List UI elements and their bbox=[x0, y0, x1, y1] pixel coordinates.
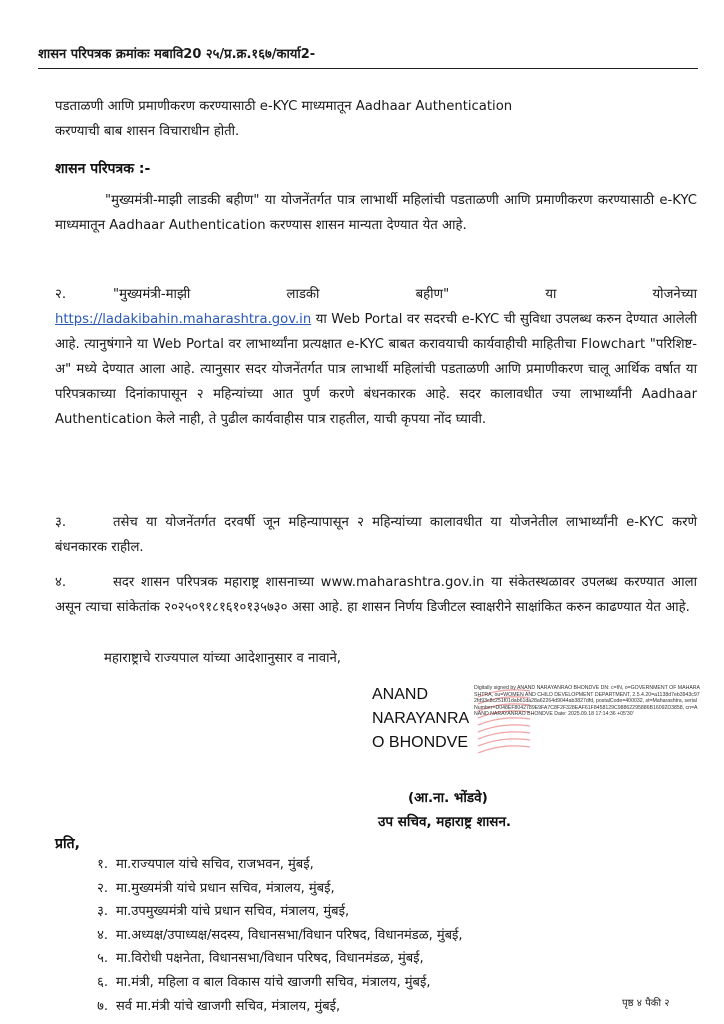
officer-designation: उप सचिव, महाराष्ट्र शासन. bbox=[378, 814, 512, 830]
paragraph-4 bbox=[55, 570, 697, 620]
paragraph-2-text: या Web Portal वर सदरची e-KYC ची सुविधा उपलब्ध करुन देण्यात आलेली आहे. त्यानुषंगाने या Web Portal वर लाभार्थ्यांना प्रत्यक्षात e-KYC बाबत करावयाची कार्यवाहीची माहितीचा Flowchart "परिशिष्ट- अ" मध्ये देण्यात आला आहे. त्यानुसार सदर योजनेंतर्गत पात्र लाभार्थी महिलांची पडताळणी आणि प्रमाणीकरण चालू आर्थिक वर्षात या परिपत्रकाच्या दिनांकापासून २ महिन्यांच्या आत पुर्ण करणे बंधनकारक आहे. सदर कालावधीत ज्या लाभार्थ्यांनी Aadhaar Authentication केले नाही, ते पुढील कार्यवाहीस पात्र राहतील, याची कृपया नोंद घ्यावी. bbox=[55, 312, 697, 427]
paragraph-2 bbox=[55, 282, 697, 432]
paragraph-3 bbox=[55, 510, 697, 560]
list-item: ५. मा.विरोधी पक्षनेता, विधानसभा/विधान परिषद, विधानमंडळ, मुंबई, bbox=[97, 951, 424, 967]
paragraph-4-text: सदर शासन परिपत्रक महाराष्ट्र शासनाच्या www.maharashtra.gov.in या संकेतस्थळावर उपलब्ध करण्यात आला असून त्याचा सांकेतांक २०२५०९१८१६१०१३५७३० असा आहे. हा शासन निर्णय डिजीटल स्वाक्षरीने साक्षांकित करुन काढण्यात येत आहे. bbox=[55, 575, 697, 615]
signer-name-line-2: NARAYANRA bbox=[372, 710, 470, 727]
list-item: ६. मा.मंत्री, महिला व बाल विकास यांचे खाजगी सचिव, मंत्रालय, मुंबई, bbox=[97, 974, 431, 990]
list-item: २. मा.मुख्यमंत्री यांचे प्रधान सचिव, मंत्रालय, मुंबई, bbox=[97, 880, 335, 896]
paragraph-3-text: तसेच या योजनेंतर्गत दरवर्षी जून महिन्यापासून २ महिन्यांच्या कालावधीत या योजनेतील लाभार्थ्यांनी e-KYC करणे बंधनकारक राहील. bbox=[55, 515, 697, 555]
intro-paragraph bbox=[55, 94, 697, 144]
list-item: ३. मा.उपमुख्यमंत्री यांचे प्रधान सचिव, मंत्रालय, मुंबई, bbox=[97, 904, 350, 920]
portal-link[interactable]: https://ladakibahin.maharashtra.gov.in bbox=[55, 312, 312, 327]
intro-line-1: पडताळणी आणि प्रमाणीकरण करण्यासाठी e-KYC माध्यमातून Aadhaar Authentication bbox=[55, 99, 513, 114]
recipients-heading: प्रति, bbox=[55, 836, 80, 852]
page-header: शासन परिपत्रक क्रमांकः मबावि20 २५/प्र.क्र.१६७/कार्या2- bbox=[38, 47, 316, 62]
order-line: महाराष्ट्राचे राज्यपाल यांच्या आदेशानुसार व नावाने, bbox=[104, 651, 341, 666]
signer-name-line-3: O BHONDVE bbox=[372, 734, 469, 751]
signer-name-line-1: ANAND bbox=[372, 686, 429, 703]
recipients-list bbox=[78, 853, 698, 1018]
signer-name bbox=[372, 683, 472, 755]
paragraph-2-number: २. bbox=[55, 287, 67, 302]
header-divider bbox=[38, 68, 698, 69]
intro-line-2: करण्याची बाब शासन विचाराधीन होती. bbox=[55, 124, 240, 139]
list-item: ४. मा.अध्यक्ष/उपाध्यक्ष/सदस्य, विधानसभा/विधान परिषद, विधानमंडळ, मुंबई, bbox=[97, 927, 463, 943]
circular-heading: शासन परिपत्रक :- bbox=[55, 161, 151, 177]
paragraph-2-lead: "मुख्यमंत्री-माझी लाडकी बहीण" या योजनेच्या bbox=[113, 287, 697, 302]
officer-short-name: (आ.ना. भोंडवे) bbox=[408, 790, 488, 806]
paragraph-3-number: ३. bbox=[55, 515, 67, 530]
paragraph-4-number: ४. bbox=[55, 575, 67, 590]
list-item: ७. सर्व मा.मंत्री यांचे खाजगी सचिव, मंत्रालय, मुंबई, bbox=[97, 998, 341, 1014]
paragraph-1-text: "मुख्यमंत्री-माझी लाडकी बहीण" या योजनेंतर्गत पात्र लाभार्थी महिलांची पडताळणी आणि प्रमाणीकरण करण्यासाठी e-KYC माध्यमातून Aadhaar Authentication करण्यास शासन मान्यता देण्यात येत आहे. bbox=[55, 193, 697, 233]
list-item: १. मा.राज्यपाल यांचे सचिव, राजभवन, मुंबई, bbox=[97, 857, 314, 872]
page-number: पृष्ठ ४ पैकी २ bbox=[622, 998, 670, 1009]
digital-signature bbox=[372, 683, 702, 793]
paragraph-1 bbox=[55, 188, 697, 238]
signature-details: Digitally signed by ANAND NARAYANRAO BHONDVE DN: c=IN, o=GOVERNMENT OF MAHARASHTRA, ou=WOMEN AND CHILD DEVELOPMENT DEPARTMENT, 2.5.4.20=a1138d7eb3943c972fd93c8c251f01dab61da28a62264d9044ab3827dfd, postalCode=400032, st=Maharashtra, serialNumber=D048EF8042789E9FA7C8F2F328EAF61F8458129C98862295886B16092D3858, cn=ANAND NARAYANRAO BHONDVE Date: 2025.09.18 17:14:36 +05'30' bbox=[474, 685, 700, 718]
